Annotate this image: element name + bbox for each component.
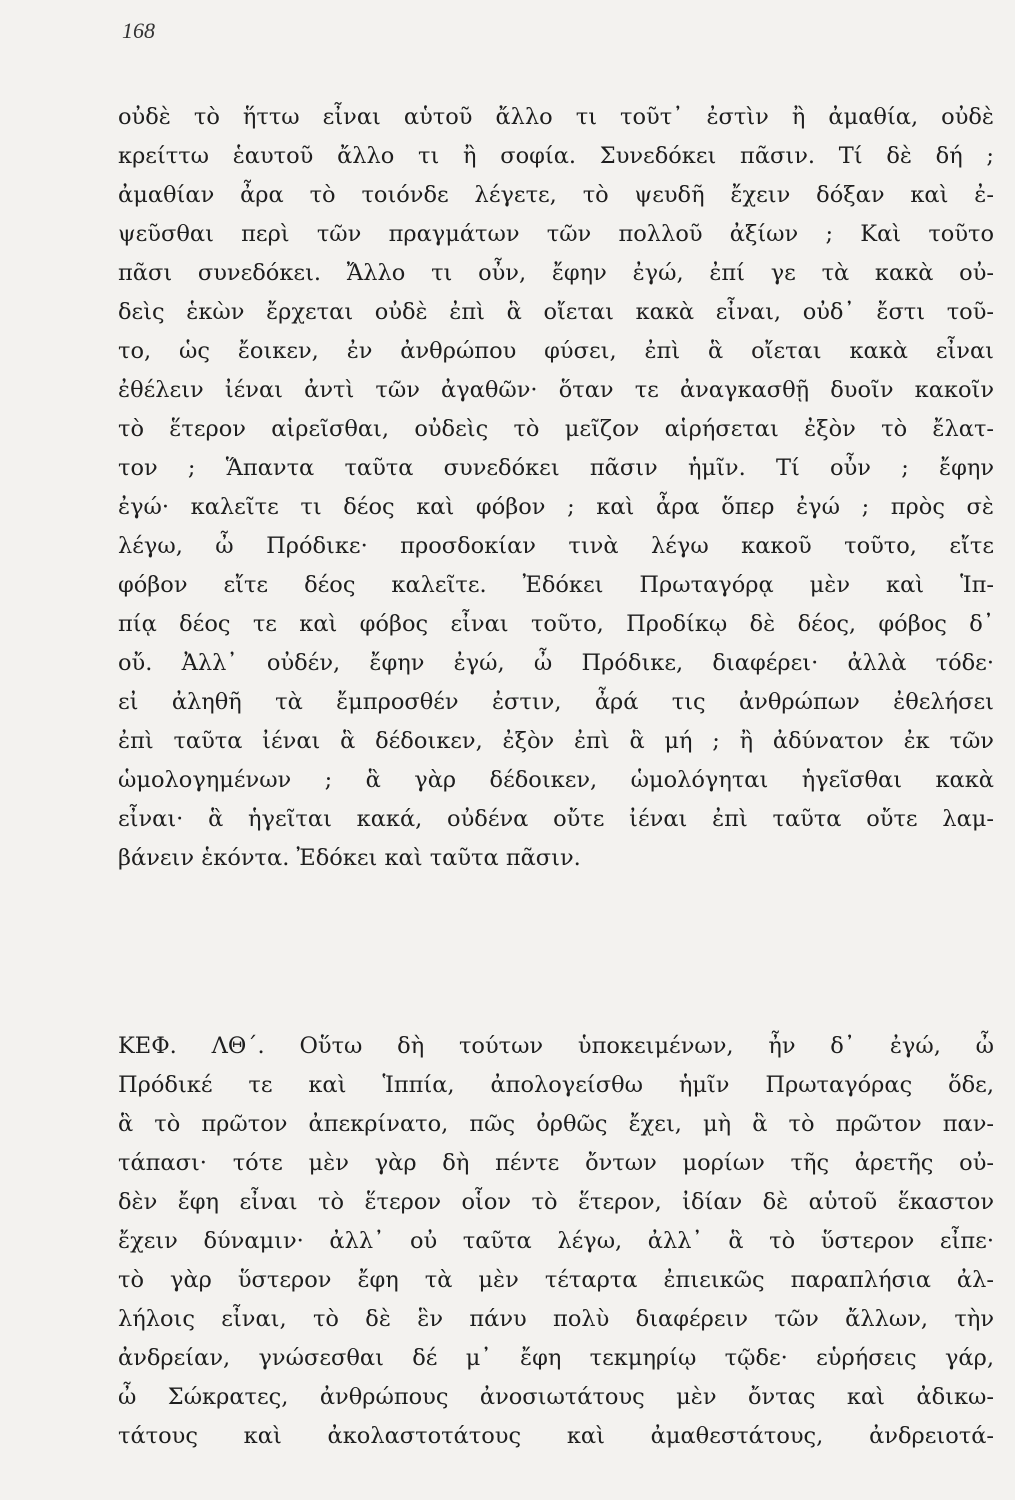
text-line: τὸ ἕτερον αἱρεῖσθαι, οὐδεὶς τὸ μεῖζον αἱρήσεται ἐξὸν τὸ ἔλατ- xyxy=(118,416,994,442)
text-line: φόβον εἴτε δέος καλεῖτε. Ἐδόκει Πρωταγόρᾳ μὲν καὶ Ἱπ- xyxy=(118,572,994,598)
text-line: λέγω, ὦ Πρόδικε· προσδοκίαν τινὰ λέγω κακοῦ τοῦτο, εἴτε xyxy=(118,533,994,559)
text-line: ἐθέλειν ἰέναι ἀντὶ τῶν ἀγαθῶν· ὅταν τε ἀναγκασθῇ δυοῖν κακοῖν xyxy=(118,377,994,403)
text-line: Πρόδικέ τε καὶ Ἱππία, ἀπολογείσθω ἡμῖν Πρωταγόρας ὅδε, xyxy=(118,1072,994,1098)
text-line: ἐγώ· καλεῖτε τι δέος καὶ φόβον ; καὶ ἆρα ὅπερ ἐγώ ; πρὸς σὲ xyxy=(118,494,994,520)
text-line: ΚΕΦ. ΛΘ΄. Οὕτω δὴ τούτων ὑποκειμένων, ἦν δ᾽ ἐγώ, ὦ xyxy=(118,1033,994,1059)
text-line: οὐδὲ τὸ ἥττω εἶναι αὑτοῦ ἄλλο τι τοῦτ᾽ ἐστὶν ἢ ἀμαθία, οὐδὲ xyxy=(118,104,994,130)
text-line: ἀνδρείαν, γνώσεσθαι δέ μ᾽ ἔφη τεκμηρίῳ τῷδε· εὑρήσεις γάρ, xyxy=(118,1345,994,1371)
text-line: τάπασι· τότε μὲν γὰρ δὴ πέντε ὄντων μορίων τῆς ἀρετῆς οὐ- xyxy=(118,1150,994,1176)
text-line: τὸ γὰρ ὕστερον ἔφη τὰ μὲν τέταρτα ἐπιεικῶς παραπλήσια ἀλ- xyxy=(118,1267,994,1293)
text-line: εἶναι· ἃ ἡγεῖται κακά, οὐδένα οὔτε ἰέναι ἐπὶ ταῦτα οὔτε λαμ- xyxy=(118,806,994,832)
text-line: λήλοις εἶναι, τὸ δὲ ἓν πάνυ πολὺ διαφέρειν τῶν ἄλλων, τὴν xyxy=(118,1306,994,1332)
text-line: το, ὡς ἔοικεν, ἐν ἀνθρώπου φύσει, ἐπὶ ἃ οἴεται κακὰ εἶναι xyxy=(118,338,994,364)
text-line: εἰ ἀληθῆ τὰ ἔμπροσθέν ἐστιν, ἆρά τις ἀνθρώπων ἐθελήσει xyxy=(118,689,994,715)
text-line: τάτους καὶ ἀκολαστοτάτους καὶ ἀμαθεστάτους, ἀνδρειοτά- xyxy=(118,1423,994,1449)
text-line: ἃ τὸ πρῶτον ἀπεκρίνατο, πῶς ὀρθῶς ἔχει, μὴ ἃ τὸ πρῶτον παν- xyxy=(118,1111,994,1137)
text-line: δὲν ἔφη εἶναι τὸ ἕτερον οἷον τὸ ἕτερον, ἰδίαν δὲ αὑτοῦ ἕκαστον xyxy=(118,1189,994,1215)
text-line: ὡμολογημένων ; ἃ γὰρ δέδοικεν, ὡμολόγηται ἡγεῖσθαι κακὰ xyxy=(118,767,994,793)
text-line: δεὶς ἑκὼν ἔρχεται οὐδὲ ἐπὶ ἃ οἴεται κακὰ εἶναι, οὐδ᾽ ἔστι τοῦ- xyxy=(118,299,994,325)
text-line: κρείττω ἑαυτοῦ ἄλλο τι ἢ σοφία. Συνεδόκει πᾶσιν. Τί δὲ δή ; xyxy=(118,143,994,169)
text-line: πίᾳ δέος τε καὶ φόβος εἶναι τοῦτο, Προδίκῳ δὲ δέος, φόβος δ᾽ xyxy=(118,611,994,637)
paragraph-2 xyxy=(118,1027,994,1456)
text-line: ὦ Σώκρατες, ἀνθρώπους ἀνοσιωτάτους μὲν ὄντας καὶ ἀδικω- xyxy=(118,1384,994,1410)
text-line: βάνειν ἑκόντα. Ἐδόκει καὶ ταῦτα πᾶσιν. xyxy=(118,845,581,871)
text-line: ἀμαθίαν ἆρα τὸ τοιόνδε λέγετε, τὸ ψευδῆ ἔχειν δόξαν καὶ ἐ- xyxy=(118,182,994,208)
page-number: 168 xyxy=(122,18,155,43)
text-line: ψεῦσθαι περὶ τῶν πραγμάτων τῶν πολλοῦ ἀξίων ; Καὶ τοῦτο xyxy=(118,221,994,247)
paragraph-1 xyxy=(118,98,994,878)
text-line: οὔ. Ἀλλ᾽ οὐδέν, ἔφην ἐγώ, ὦ Πρόδικε, διαφέρει· ἀλλὰ τόδε· xyxy=(118,650,994,676)
text-line: ἔχειν δύναμιν· ἀλλ᾽ οὐ ταῦτα λέγω, ἀλλ᾽ ἃ τὸ ὕστερον εἶπε· xyxy=(118,1228,994,1254)
text-line: ἐπὶ ταῦτα ἰέναι ἃ δέδοικεν, ἐξὸν ἐπὶ ἃ μή ; ἢ ἀδύνατον ἐκ τῶν xyxy=(118,728,994,754)
text-line: πᾶσι συνεδόκει. Ἄλλο τι οὖν, ἔφην ἐγώ, ἐπί γε τὰ κακὰ οὐ- xyxy=(118,260,994,286)
text-line: τον ; Ἅπαντα ταῦτα συνεδόκει πᾶσιν ἡμῖν. Τί οὖν ; ἔφην xyxy=(118,455,994,481)
